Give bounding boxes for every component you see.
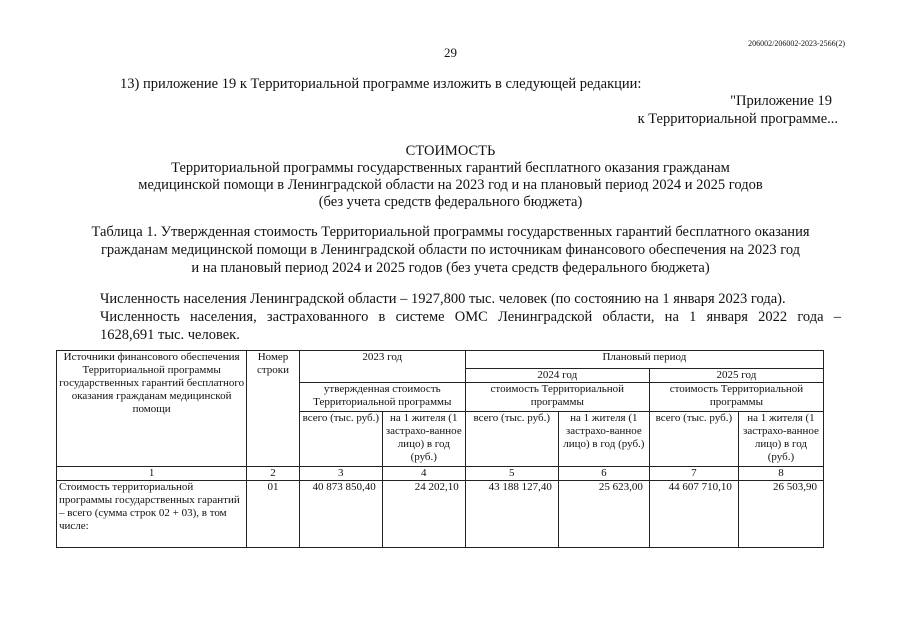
col-number: 2 — [247, 467, 300, 481]
row-name: Стоимость территориальной программы государственных гарантий – всего (сумма строк 02 + 03), в том числе: — [57, 481, 247, 548]
header-row-number: Номер строки — [247, 351, 300, 467]
header-total-2023: всего (тыс. руб.) — [299, 412, 382, 467]
col-number: 7 — [649, 467, 738, 481]
header-sources: Источники финансового обеспечения Территориальной программы государственных гарантий бесплатного оказания гражданам медицинской помощи — [57, 351, 247, 467]
header-2025: 2025 год — [649, 369, 823, 383]
header-planned-period: Плановый период — [465, 351, 823, 369]
page-number: 29 — [444, 45, 457, 60]
appendix-reference — [638, 92, 838, 128]
header-cost-2025: стоимость Территориальной программы — [649, 383, 823, 412]
value-per-person-2025: 26 503,90 — [738, 481, 823, 548]
caption-line-2: гражданам медицинской помощи в Ленинградской области по источникам финансового обеспечения на 2023 год — [100, 242, 801, 258]
value-per-person-2023: 24 202,10 — [382, 481, 465, 548]
header-2023: 2023 год — [299, 351, 465, 383]
header-per-person-2023: на 1 жителя (1 застрахо-ванное лицо) в год (руб.) — [382, 412, 465, 467]
col-number: 6 — [558, 467, 649, 481]
table-row — [57, 481, 824, 548]
population-info — [78, 290, 841, 344]
appendix-line-2: к Территориальной программе... — [637, 111, 838, 127]
population-insured: Численность населения, застрахованного в системе ОМС Ленинградской области, на 1 января 2022 года – — [100, 309, 841, 325]
amendment-item: 13) приложение 19 к Территориальной программе изложить в следующей редакции: — [120, 76, 642, 92]
document-title — [0, 143, 901, 211]
table-caption — [80, 223, 821, 277]
col-number: 1 — [57, 467, 247, 481]
value-total-2024: 43 188 127,40 — [465, 481, 558, 548]
caption-line-1: Таблица 1. Утвержденная стоимость Территориальной программы государственных гарантий бесплатного оказания — [91, 224, 810, 240]
column-number-row — [57, 467, 824, 481]
header-cost-2024: стоимость Территориальной программы — [465, 383, 649, 412]
title-main: СТОИМОСТЬ — [405, 143, 496, 159]
population-insured-cont: 1628,691 тыс. человек. — [100, 327, 240, 343]
value-total-2025: 44 607 710,10 — [649, 481, 738, 548]
population-total: Численность населения Ленинградской области – 1927,800 тыс. человек (по состоянию на 1 января 2023 года). — [100, 291, 786, 307]
col-number: 3 — [299, 467, 382, 481]
title-line-3: (без учета средств федерального бюджета) — [318, 194, 583, 210]
header-approved-cost: утвержденная стоимость Территориальной программы — [299, 383, 465, 412]
cost-table — [56, 350, 824, 548]
row-number: 01 — [247, 481, 300, 548]
header-total-2024: всего (тыс. руб.) — [465, 412, 558, 467]
header-per-person-2024: на 1 жителя (1 застрахо-ванное лицо) в год (руб.) — [558, 412, 649, 467]
title-line-1: Территориальной программы государственных гарантий бесплатного оказания гражданам — [171, 160, 730, 176]
col-number: 8 — [738, 467, 823, 481]
header-per-person-2025: на 1 жителя (1 застрахо-ванное лицо) в год (руб.) — [738, 412, 823, 467]
value-total-2023: 40 873 850,40 — [299, 481, 382, 548]
value-per-person-2024: 25 623,00 — [558, 481, 649, 548]
col-number: 4 — [382, 467, 465, 481]
title-line-2: медицинской помощи в Ленинградской области на 2023 год и на плановый период 2024 и 2025 годов — [138, 177, 763, 193]
document-id: 206002/206002-2023-2566(2) — [748, 39, 845, 48]
caption-line-3: и на плановый период 2024 и 2025 годов (без учета средств федерального бюджета) — [191, 260, 710, 276]
header-2024: 2024 год — [465, 369, 649, 383]
appendix-line-1: "Приложение 19 — [730, 93, 832, 109]
col-number: 5 — [465, 467, 558, 481]
header-total-2025: всего (тыс. руб.) — [649, 412, 738, 467]
